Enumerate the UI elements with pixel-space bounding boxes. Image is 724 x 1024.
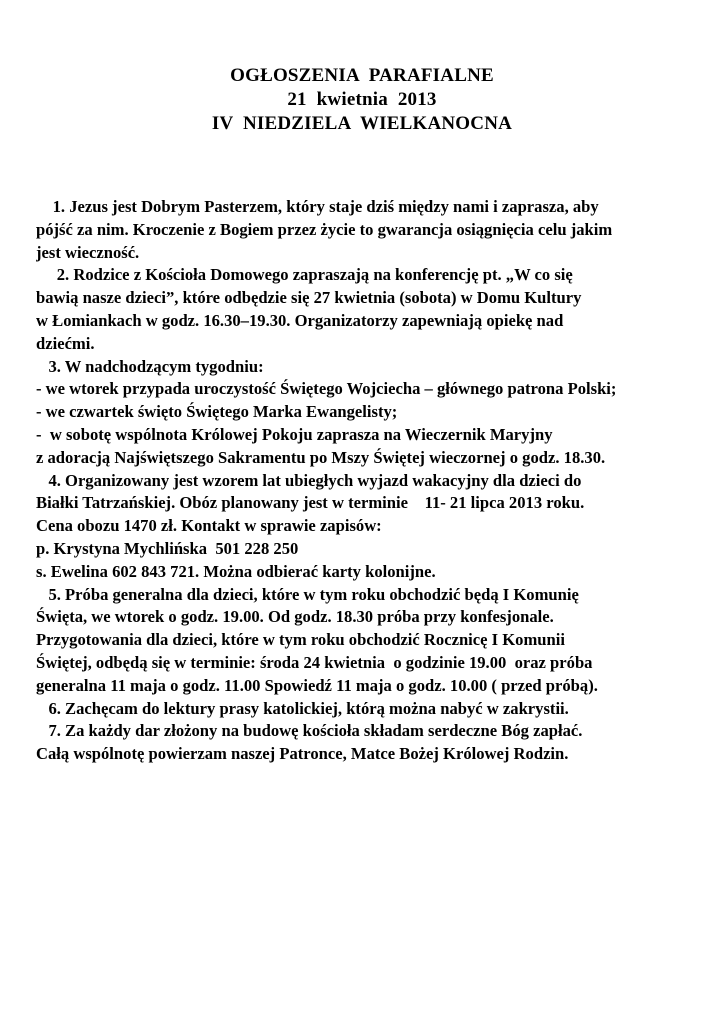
text-line: - we czwartek święto Świętego Marka Ewangelisty; [36, 402, 398, 422]
text-line: pójść za nim. Kroczenie z Bogiem przez życie to gwarancja osiągnięcia celu jakim [36, 219, 613, 239]
text-line: - we wtorek przypada uroczystość Świętego Wojciecha – głównego patrona Polski; [36, 379, 617, 399]
text-line: jest wieczność. [36, 242, 140, 262]
announcement-header [0, 64, 724, 136]
text-line: bawią nasze dzieci”, które odbędzie się 27 kwietnia (sobota) w Domu Kultury [36, 288, 582, 308]
text-line: z adoracją Najświętszego Sakramentu po Mszy Świętej wieczornej o godz. 18.30. [36, 447, 606, 467]
text-line: Cena obozu 1470 zł. Kontakt w sprawie zapisów: [36, 516, 382, 536]
text-line: generalna 11 maja o godz. 11.00 Spowiedź 11 maja o godz. 10.00 ( przed próbą). [36, 675, 598, 695]
text-line: 1. Jezus jest Dobrym Pasterzem, który staje dziś między nami i zaprasza, aby [36, 197, 599, 216]
header-date: 21 kwietnia 2013 [287, 89, 437, 110]
text-line: Święta, we wtorek o godz. 19.00. Od godz. 18.30 próba przy konfesjonale. [36, 607, 554, 627]
text-line: Świętej, odbędą się w terminie: środa 24 kwietnia o godzinie 19.00 oraz próba [36, 652, 593, 672]
text-line: 2. Rodzice z Kościoła Domowego zapraszają na konferencję pt. „W co się [36, 265, 573, 285]
text-line: Całą wspólnotę powierzam naszej Patronce, Matce Bożej Królowej Rodzin. [36, 744, 569, 764]
text-line: Białki Tatrzańskiej. Obóz planowany jest w terminie 11- 21 lipca 2013 roku. [36, 493, 585, 513]
text-line: 5. Próba generalna dla dzieci, które w tym roku obchodzić będą I Komunię [36, 584, 579, 604]
header-sunday: IV NIEDZIELA WIELKANOCNA [211, 113, 513, 134]
text-line: Przygotowania dla dzieci, które w tym roku obchodzić Rocznicę I Komunii [36, 630, 565, 650]
text-line: - w sobotę wspólnota Królowej Pokoju zaprasza na Wieczernik Maryjny [36, 424, 553, 444]
text-line: p. Krystyna Mychlińska 501 228 250 [36, 538, 299, 558]
text-line: dziećmi. [36, 333, 95, 353]
text-line: 4. Organizowany jest wzorem lat ubiegłych wyjazd wakacyjny dla dzieci do [36, 470, 582, 490]
text-line: s. Ewelina 602 843 721. Można odbierać karty kolonijne. [36, 561, 436, 581]
text-line: 6. Zachęcam do lektury prasy katolickiej, którą można nabyć w zakrystii. [36, 698, 569, 718]
announcement-body [36, 196, 724, 766]
header-title: OGŁOSZENIA PARAFIALNE [230, 65, 494, 86]
text-line: w Łomiankach w godz. 16.30–19.30. Organizatorzy zapewniają opiekę nad [36, 310, 564, 330]
text-line: 3. W nadchodzącym tygodniu: [36, 356, 264, 376]
text-line: 7. Za każdy dar złożony na budowę kościoła składam serdeczne Bóg zapłać. [36, 721, 583, 741]
